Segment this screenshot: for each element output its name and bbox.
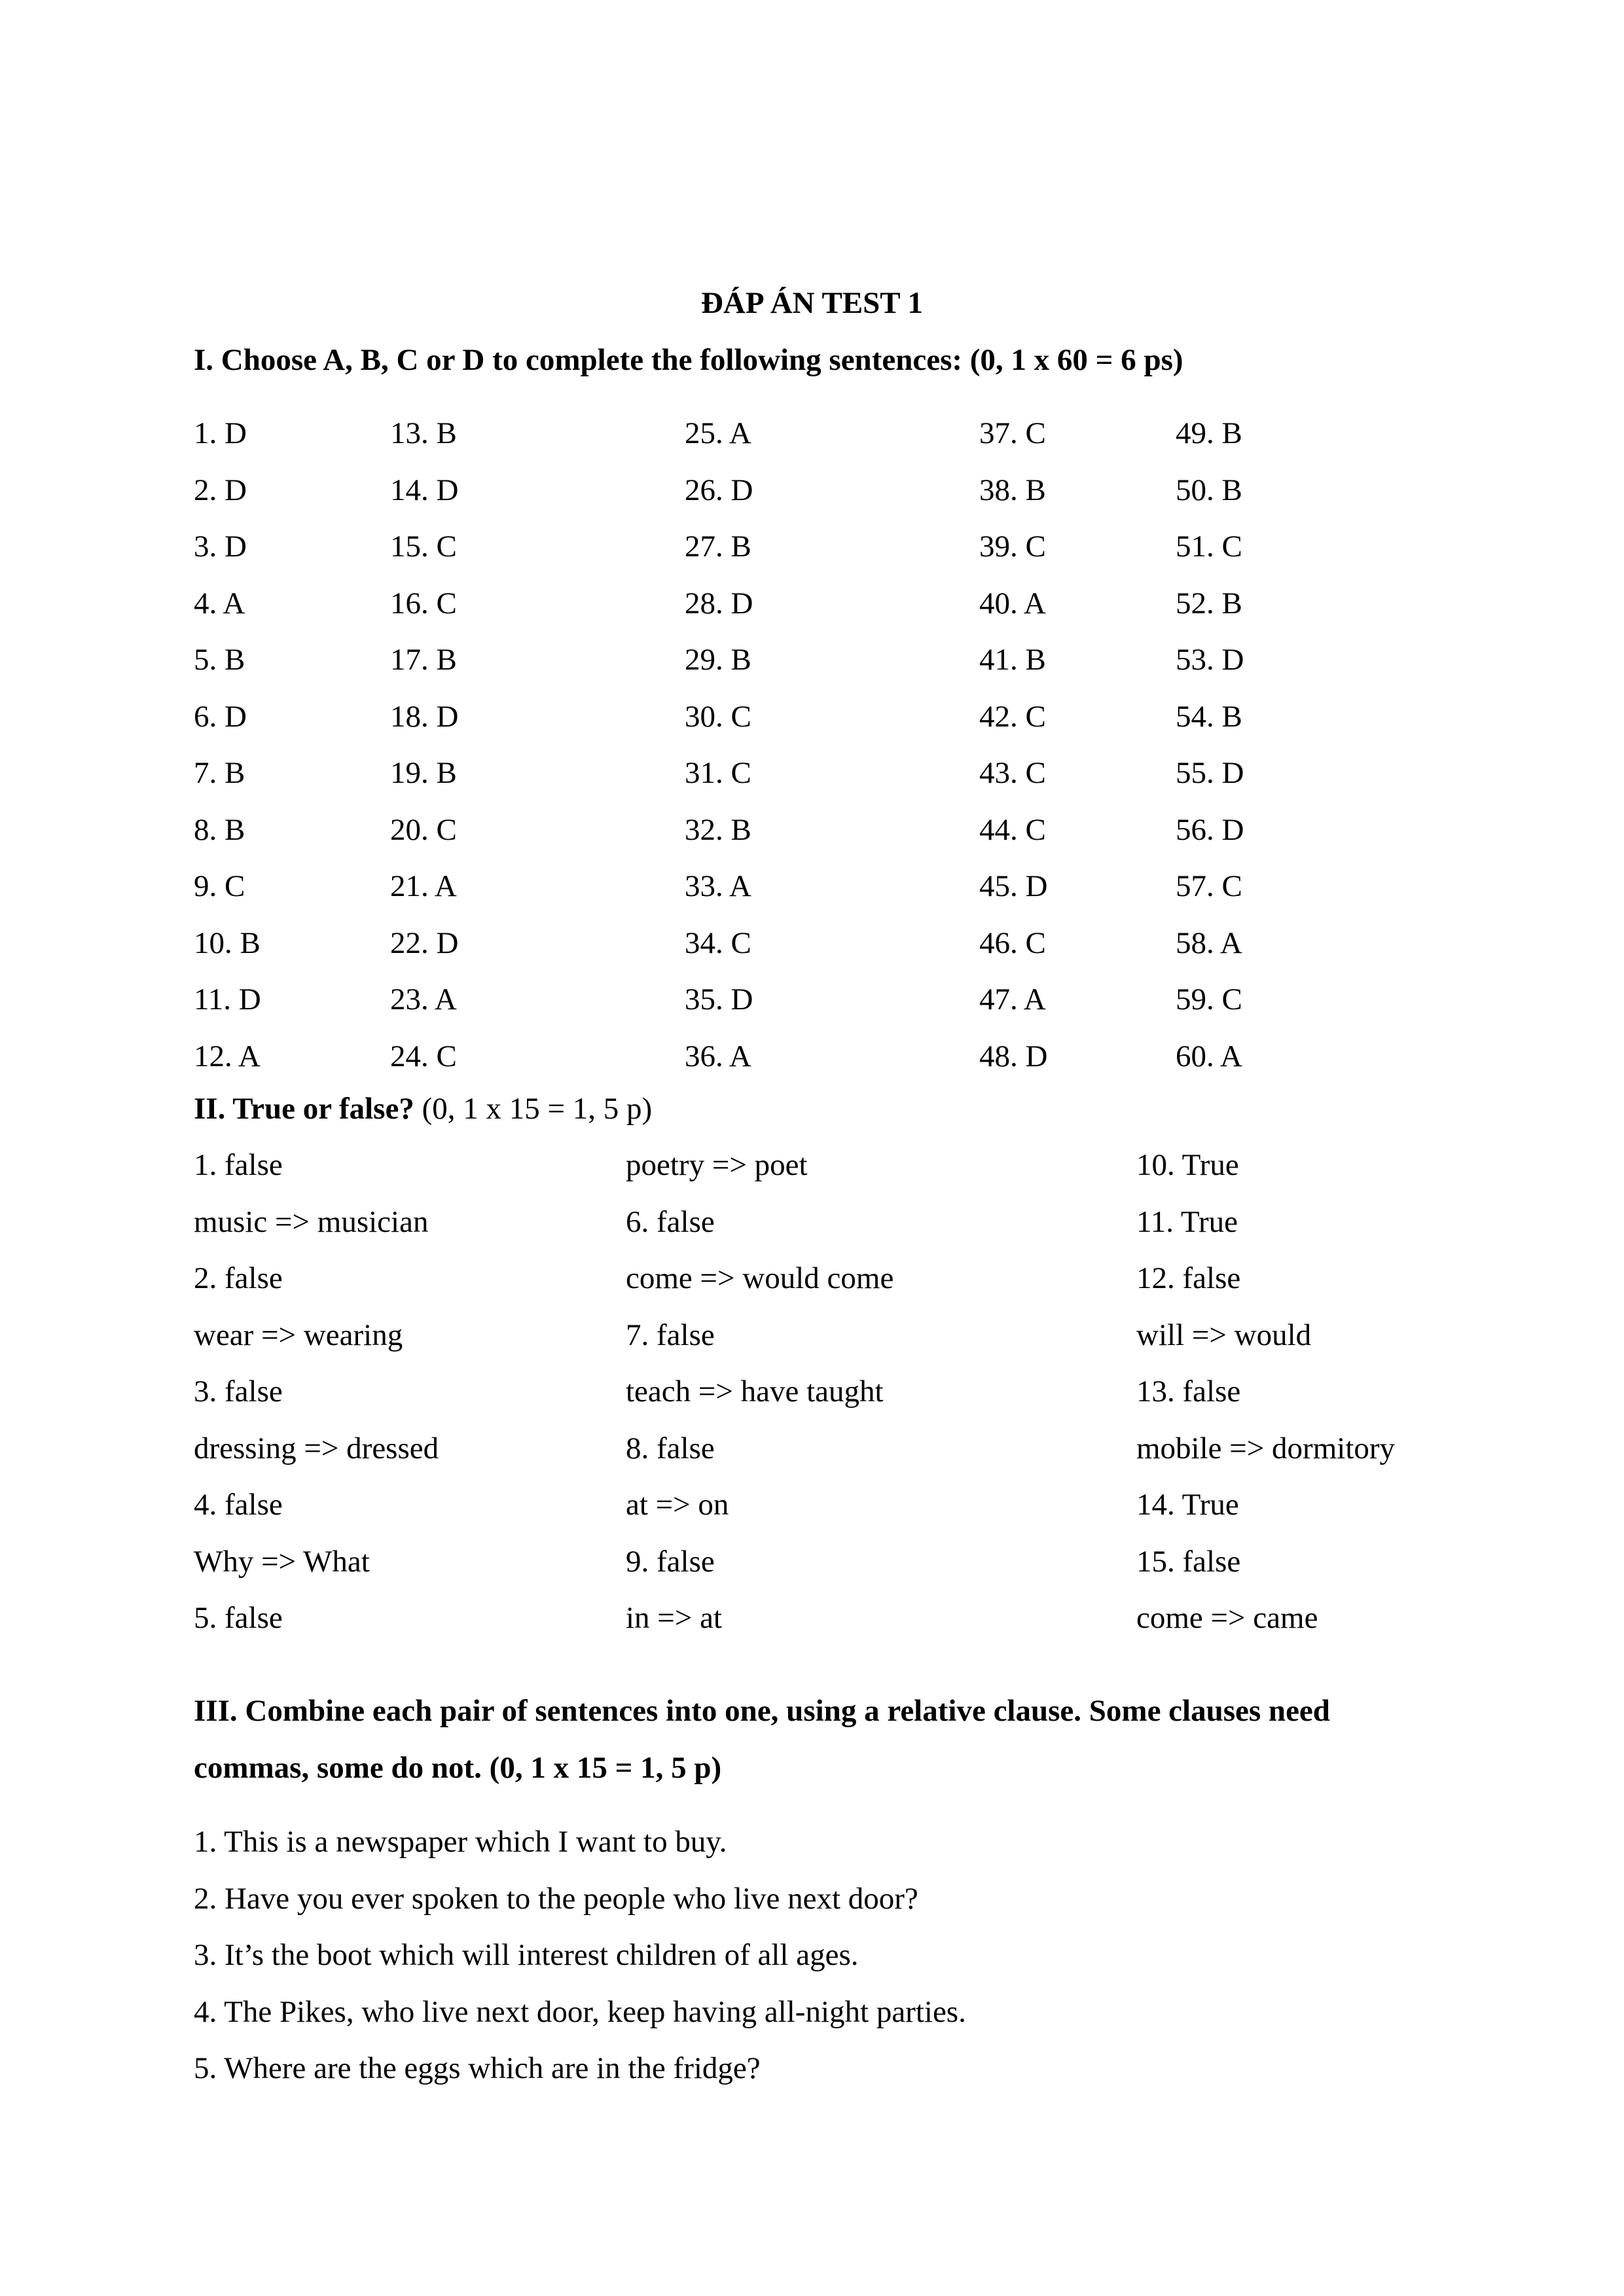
combined-sentence-item: 2. Have you ever spoken to the people who live next door?: [194, 1881, 918, 1916]
answer-cell: 46. C: [979, 925, 1046, 960]
answer-cell: 52. B: [1176, 586, 1242, 620]
section2-heading-bold: II. True or false?: [194, 1092, 414, 1126]
answer-cell: 19. B: [390, 756, 457, 790]
answer-cell: 11. D: [194, 982, 261, 1016]
true-false-cell: 8. false: [626, 1431, 715, 1465]
answer-cell: 43. C: [979, 756, 1046, 790]
answer-cell: 51. C: [1176, 529, 1242, 564]
true-false-cell: 2. false: [194, 1261, 283, 1295]
true-false-cell: poetry => poet: [626, 1148, 808, 1182]
answer-cell: 57. C: [1176, 869, 1242, 903]
answer-cell: 20. C: [390, 812, 457, 847]
true-false-cell: Why => What: [194, 1544, 370, 1579]
answer-cell: 42. C: [979, 699, 1046, 734]
answer-cell: 35. D: [685, 982, 753, 1016]
true-false-cell: 6. false: [626, 1204, 715, 1239]
answer-cell: 15. C: [390, 529, 457, 564]
answer-cell: 41. B: [979, 643, 1046, 677]
combined-sentence-item: 3. It’s the boot which will interest children of all ages.: [194, 1938, 859, 1972]
true-false-cell: 3. false: [194, 1374, 283, 1408]
section1-heading: I. Choose A, B, C or D to complete the following sentences: (0, 1 x 60 = 6 ps): [194, 343, 1183, 377]
answer-cell: 4. A: [194, 586, 245, 620]
answer-cell: 3. D: [194, 529, 247, 564]
answer-cell: 34. C: [685, 925, 751, 960]
answer-cell: 59. C: [1176, 982, 1242, 1016]
answer-cell: 47. A: [979, 982, 1046, 1016]
true-false-cell: 14. True: [1136, 1488, 1239, 1522]
true-false-cell: will => would: [1136, 1318, 1312, 1352]
true-false-cell: mobile => dormitory: [1136, 1431, 1396, 1465]
answer-cell: 53. D: [1176, 643, 1244, 677]
true-false-cell: come => came: [1136, 1601, 1318, 1635]
answer-cell: 54. B: [1176, 699, 1242, 734]
answer-cell: 13. B: [390, 416, 457, 450]
true-false-cell: 11. True: [1136, 1204, 1238, 1239]
answer-cell: 32. B: [685, 812, 751, 847]
answer-cell: 44. C: [979, 812, 1046, 847]
answer-cell: 27. B: [685, 529, 751, 564]
true-false-cell: 1. false: [194, 1148, 283, 1182]
answer-cell: 25. A: [685, 416, 751, 450]
page-title: ĐÁP ÁN TEST 1: [700, 286, 924, 320]
answer-cell: 45. D: [979, 869, 1048, 903]
answer-cell: 37. C: [979, 416, 1046, 450]
combined-sentence-item: 5. Where are the eggs which are in the fridge?: [194, 2051, 761, 2085]
true-false-cell: at => on: [626, 1488, 729, 1522]
true-false-cell: music => musician: [194, 1204, 429, 1239]
answer-cell: 31. C: [685, 756, 751, 790]
combined-sentence-item: 1. This is a newspaper which I want to buy.: [194, 1825, 727, 1859]
answer-cell: 23. A: [390, 982, 457, 1016]
answer-cell: 17. B: [390, 643, 457, 677]
answer-cell: 7. B: [194, 756, 245, 790]
answer-cell: 50. B: [1176, 473, 1242, 507]
answer-cell: 10. B: [194, 925, 261, 960]
answer-cell: 29. B: [685, 643, 751, 677]
answer-cell: 21. A: [390, 869, 457, 903]
answer-cell: 22. D: [390, 925, 459, 960]
answer-cell: 28. D: [685, 586, 753, 620]
answer-cell: 2. D: [194, 473, 247, 507]
answer-cell: 18. D: [390, 699, 459, 734]
answer-cell: 58. A: [1176, 925, 1242, 960]
answer-cell: 39. C: [979, 529, 1046, 564]
section3-heading-line2: commas, some do not. (0, 1 x 15 = 1, 5 p): [194, 1751, 722, 1785]
answer-cell: 56. D: [1176, 812, 1244, 847]
answer-cell: 8. B: [194, 812, 245, 847]
answer-cell: 1. D: [194, 416, 247, 450]
answer-cell: 60. A: [1176, 1039, 1242, 1073]
true-false-cell: 15. false: [1136, 1544, 1241, 1579]
section2-heading: [194, 1090, 652, 1127]
answer-cell: 49. B: [1176, 416, 1242, 450]
section2-heading-rest: (0, 1 x 15 = 1, 5 p): [414, 1092, 653, 1126]
answer-cell: 5. B: [194, 643, 245, 677]
answer-cell: 30. C: [685, 699, 751, 734]
true-false-cell: 5. false: [194, 1601, 283, 1635]
true-false-cell: 10. True: [1136, 1148, 1239, 1182]
answer-cell: 48. D: [979, 1039, 1048, 1073]
true-false-cell: 9. false: [626, 1544, 715, 1579]
answer-cell: 33. A: [685, 869, 751, 903]
answer-cell: 16. C: [390, 586, 457, 620]
answer-cell: 6. D: [194, 699, 247, 734]
answer-cell: 12. A: [194, 1039, 261, 1073]
true-false-cell: 12. false: [1136, 1261, 1241, 1295]
true-false-cell: come => would come: [626, 1261, 894, 1295]
answer-cell: 14. D: [390, 473, 459, 507]
true-false-cell: 13. false: [1136, 1374, 1241, 1408]
true-false-cell: in => at: [626, 1601, 722, 1635]
answer-cell: 26. D: [685, 473, 753, 507]
true-false-cell: 4. false: [194, 1488, 283, 1522]
answer-cell: 9. C: [194, 869, 245, 903]
answer-cell: 40. A: [979, 586, 1046, 620]
true-false-cell: wear => wearing: [194, 1318, 403, 1352]
answer-cell: 38. B: [979, 473, 1046, 507]
true-false-cell: dressing => dressed: [194, 1431, 439, 1465]
answer-cell: 36. A: [685, 1039, 751, 1073]
combined-sentence-item: 4. The Pikes, who live next door, keep having all-night parties.: [194, 1994, 966, 2029]
true-false-cell: 7. false: [626, 1318, 715, 1352]
answer-cell: 24. C: [390, 1039, 457, 1073]
true-false-cell: teach => have taught: [626, 1374, 884, 1408]
answer-cell: 55. D: [1176, 756, 1244, 790]
section3-heading-line1: III. Combine each pair of sentences into one, using a relative clause. Some clauses need: [194, 1694, 1330, 1728]
